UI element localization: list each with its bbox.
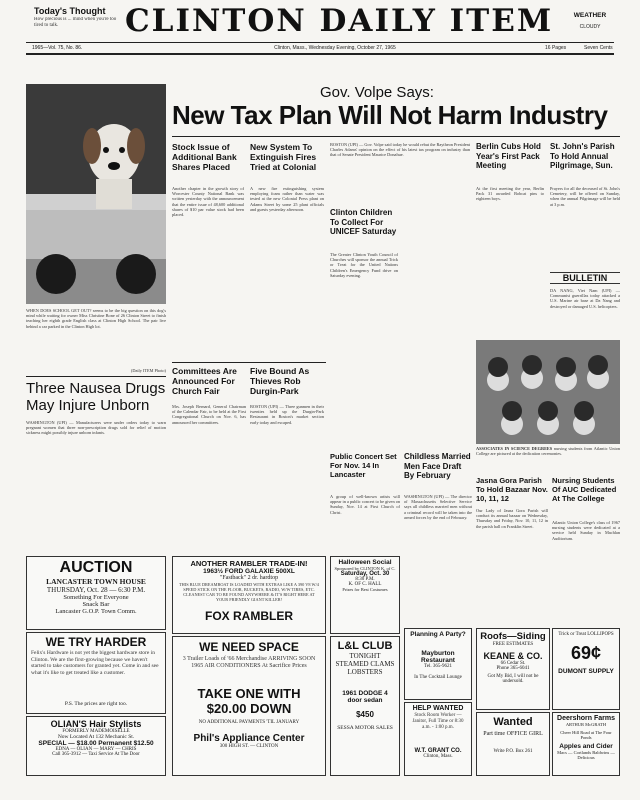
nausea-rule bbox=[26, 376, 166, 377]
auction-bar: Snack Bar bbox=[82, 601, 110, 608]
price: Seven Cents bbox=[584, 45, 613, 51]
nursing-body: Atlantic Union College's class of 1967 nursing students were dedicated at a service held Sunday in Machlan Auditorium. bbox=[552, 520, 620, 541]
felix-body: Felix's Hardware is not yet the biggest hardware store in Clinton. We are the first-growing because we haven't started to take customers for granted yet. Come in and see what it's like to get treated like a customer. bbox=[31, 650, 159, 676]
halloween-time: 8:30 P.M. bbox=[355, 577, 375, 582]
help-body: Stock Room Worker — Janitor, Full Time or 8:30 a.m. - 1:00 p.m. bbox=[412, 713, 464, 730]
auction-date: THURSDAY, Oct. 28 — 6:30 P.M. bbox=[46, 586, 146, 594]
office-girl-ad bbox=[476, 712, 550, 776]
masthead-rule-bottom bbox=[26, 53, 614, 55]
olian-phone: Call 365-3912 — Taxi Service At The Door bbox=[52, 752, 140, 757]
roofs-phone: Phone 365-6041 bbox=[496, 666, 530, 671]
space-offer: TAKE ONE WITH $20.00 DOWN bbox=[197, 686, 301, 716]
childless-headline: Childless Married Men Face Draft By February bbox=[404, 452, 471, 480]
ll-dealer: SESSA MOTOR SALES bbox=[337, 725, 393, 731]
dog-car-illustration bbox=[26, 84, 166, 304]
space-terms: NO ADDITIONAL PAYMENTS 'TIL JANUARY bbox=[198, 720, 300, 725]
rambler-title: ANOTHER RAMBLER TRADE-IN! bbox=[190, 559, 308, 568]
deershorn-items: Macs — Cortlands Baldwins — Delicious bbox=[557, 750, 615, 760]
auction-ad bbox=[26, 556, 166, 630]
stjohn-body: Prayers for all the deceased of St. John's Cemetery, will be offered on Sunday, when the annual Pilgrimage will be held at 3 p.m. bbox=[550, 186, 620, 207]
dog-car-photo bbox=[26, 84, 166, 304]
space-address: 300 HIGH ST. — CLINTON bbox=[219, 744, 279, 749]
associates-title: ASSOCIATES IN SCIENCE DEGREES bbox=[476, 446, 553, 451]
auction-sponsor: Lancaster G.O.P. Town Comm. bbox=[55, 608, 137, 615]
party-phone: Tel. 365-9621 bbox=[424, 664, 452, 669]
roofs-address: 66 Cedar St. bbox=[500, 661, 526, 666]
ll-title: L&L CLUB bbox=[337, 640, 393, 652]
rambler-ad bbox=[172, 556, 326, 634]
auction-place: LANCASTER TOWN HOUSE bbox=[46, 577, 146, 586]
bulletin-body: DA NANG, Viet Nam (UPI) — Communist guerrillas today attacked a U.S. Marine air base at Da Nang and destroyed or damaged U.S. helicopters. bbox=[550, 288, 620, 309]
help-city: Clinton, Mass. bbox=[423, 754, 453, 759]
nausea-headline: Three Nausea Drugs May Injure Unborn bbox=[26, 380, 166, 414]
associates-caption bbox=[476, 446, 620, 470]
page-count: 16 Pages bbox=[545, 45, 567, 51]
weather-label: WEATHER bbox=[573, 12, 607, 19]
dumont-ad bbox=[552, 628, 620, 710]
associates-body: nursing students from Atlantic Union College are pictured at the dedication ceremonies. bbox=[476, 446, 620, 457]
nursing-students-photo bbox=[476, 340, 620, 444]
lead-headline: New Tax Plan Will Not Harm Industry bbox=[172, 100, 608, 130]
help-wanted-ad bbox=[404, 702, 472, 776]
space-body: 3 Trailer Loads of '66 Merchandise ARRIVING SOON 1965 AIR CONDITIONERS At Sacrifice Prices bbox=[182, 656, 316, 669]
space-title: WE NEED SPACE bbox=[199, 640, 299, 654]
roofs-ad bbox=[476, 628, 550, 710]
ll-price: $450 bbox=[356, 710, 374, 719]
roofs-sign: Got My Bid, I will not be undersold. bbox=[487, 674, 539, 684]
olian-sub: FORMERLY MADEMOISELLE bbox=[62, 729, 130, 734]
fire-body: A new fire extinguishing system employing foam rather than water was tested at the new Colonial Press plant on Adams Street by some 25 plant officials and guests yesterday afternoon. bbox=[250, 186, 324, 212]
todays-thought-title: Today's Thought bbox=[34, 6, 106, 16]
roofs-estimates: FREE ESTIMATES bbox=[492, 642, 534, 647]
committee-rule bbox=[172, 362, 326, 363]
ll-club-ad bbox=[330, 636, 400, 776]
jasna-body: Our Lady of Jasna Gora Parish will conduct its annual bazaar on Wednesday, Thursday and Friday, Nov. 10, 11, 12 in the parish hall on Franklin Street. bbox=[476, 508, 548, 529]
committee-body: Mrs. Joseph Bernard, General Chairman of the Calendar Fair, to be held at the First Congregational Church on Nov. 6, has announced her committees. bbox=[172, 404, 246, 425]
masthead-rule-top bbox=[26, 42, 614, 43]
photo-caption: WHEN DOES SCHOOL GET OUT? seems to be the big question on this dog's mind while waiting for owner Miss Christine Bone of 26 Clinton Street to finish teaching her eighth grade English class at Clinton High School. The pair live behind a car parked in the Clinton High lot. bbox=[26, 308, 166, 329]
jasna-headline: Jasna Gora Parish To Hold Bazaar Nov. 10, 11, 12 bbox=[476, 476, 548, 503]
concert-headline: Public Concert Set For Nov. 14 In Lancaster bbox=[330, 452, 397, 479]
wanted-body: Part time OFFICE GIRL bbox=[483, 731, 543, 737]
ll-line2: STEAMED CLAMS bbox=[335, 660, 395, 668]
stjohn-headline: St. John's Parish To Hold Annual Pilgrimage, Sun. bbox=[550, 142, 615, 170]
stock-body: Another chapter in the growth story of Worcester County National Bank was written yesterday with the announcement that the entire issue of 48,600 additional shares of $10 par value stock had been placed. bbox=[172, 186, 244, 218]
help-title: HELP WANTED bbox=[412, 705, 464, 712]
rambler-desc: THIS BLUE DREAMBOAT IS LOADED WITH EXTRAS LIKE A 390 V8 W/4 SPEED STICK ON THE FLOOR, BUCKETS, RADIO, W/W TIRES, ETC. CLEANEST CAR TO BE FOUND ANYWHERE & IT'S RIGHT HERE AT YOUR FRIENDLY GIANT KILLER! bbox=[179, 582, 319, 602]
wanted-write: Write P.O. Box 261 bbox=[493, 749, 533, 754]
weather-value: CLOUDY bbox=[579, 24, 601, 30]
halloween-hall: K. OF C. HALL bbox=[348, 582, 382, 587]
nursing-headline: Nursing Students Of AUC Dedicated At The College bbox=[552, 476, 617, 503]
deershorn-line: Cheer Hill Road at The Four Ponds bbox=[560, 730, 612, 740]
bound-body: BOSTON (UPI) — Three gunmen in their twenties held up the Durgin-Park Restaurant in Boston's market section early today and escaped. bbox=[250, 404, 324, 425]
wanted-title: Wanted bbox=[493, 716, 533, 728]
nausea-body: WASHINGTON (UPI) — Manufacturers were under orders today to warn pregnant women that three non-prescription drugs sold for relief of motion sickness might possibly injure unborn infants. bbox=[26, 420, 166, 436]
auction-note: Something For Everyone bbox=[63, 594, 129, 601]
olian-special: SPECIAL — $18.00 Permanent $12.50 bbox=[38, 740, 154, 747]
party-venue: Mayburton Restaurant bbox=[421, 650, 455, 664]
party-title: Planning A Party? bbox=[410, 631, 466, 638]
phils-appliance-ad bbox=[172, 636, 326, 776]
ll-line1: TONIGHT bbox=[349, 652, 381, 660]
dateline: Clinton, Mass., Wednesday Evening, October 27, 1965 bbox=[274, 45, 396, 51]
party-extra: In The Cocktail Lounge bbox=[414, 675, 462, 680]
rambler-dealer: FOX RAMBLER bbox=[205, 609, 293, 623]
deershorn-title: Deershorn Farms bbox=[557, 715, 615, 722]
students-illustration bbox=[476, 340, 620, 444]
roofs-company: KEANE & CO. bbox=[483, 651, 543, 661]
fire-headline: New System To Extinguish Fires Tried at Colonial bbox=[250, 142, 317, 172]
deershorn-sub: ARTHUR McGRATH bbox=[565, 722, 607, 727]
lead-rule bbox=[172, 136, 620, 137]
childless-body: WASHINGTON (UPI) — The director of Massachusetts Selective Service says all childless married men without a criminal record will be taken into the armed forces by the end of February. bbox=[404, 494, 472, 520]
olian-title: OLIAN'S Hair Stylists bbox=[50, 719, 142, 729]
olian-staff: EDNA — OLIAN — MARY — CHRIS bbox=[55, 747, 137, 752]
bound-headline: Five Bound As Thieves Rob Durgin-Park bbox=[250, 366, 310, 396]
halloween-date: Saturday, Oct. 30 bbox=[340, 571, 390, 577]
deershorn-sell: Apples and Cider bbox=[559, 743, 613, 750]
olian-ad bbox=[26, 716, 166, 776]
committee-headline: Committees Are Announced For Church Fair bbox=[172, 366, 237, 396]
lead-body: BOSTON (UPI) — Gov. Volpe said today he would rebut the Raytheon President Charles Adams' opinion on the effect of his latest tax program on industry than that of Senate President Maurice Donahue. bbox=[330, 142, 470, 158]
dumont-price: 69¢ bbox=[570, 643, 602, 663]
todays-thought-text: How precious is ... mind when you're too tired to talk. bbox=[34, 17, 117, 28]
photo-credit: (Daily ITEM Photo) bbox=[130, 368, 166, 373]
auction-title: AUCTION bbox=[59, 559, 133, 576]
berlin-headline: Berlin Cubs Hold Year's First Pack Meeting bbox=[476, 142, 541, 170]
halloween-sponsor: Sponsored by CLINTON K. of C. bbox=[334, 566, 396, 571]
rambler-model: 1963½ FORD GALAXIE 500XL bbox=[203, 568, 295, 575]
stock-headline: Stock Issue of Additional Bank Shares Placed bbox=[172, 142, 237, 172]
dumont-title: Trick or Treat LOLLIPOPS bbox=[558, 632, 614, 637]
halloween-extra: Prizes for Best Costumes bbox=[342, 587, 388, 592]
felix-ps: P.S. The prices are right too. bbox=[64, 701, 128, 707]
felix-title: WE TRY HARDER bbox=[45, 635, 147, 649]
space-store: Phil's Appliance Center bbox=[193, 733, 305, 744]
felix-hardware-ad bbox=[26, 632, 166, 714]
roofs-title: Roofs—Siding bbox=[480, 631, 546, 642]
berlin-body: At the first meeting the year, Berlin Pack 31 awarded Bobcat pins to eighteen boys. bbox=[476, 186, 544, 202]
dumont-store: DUMONT SUPPLY bbox=[558, 668, 614, 675]
unicef-body: The Greater Clinton Youth Council of Churches will sponsor the annual Trick or Treat for the United Nations Children's Emergency Fund drive on Saturday evening. bbox=[330, 252, 398, 278]
masthead-title: CLINTON DAILY ITEM bbox=[125, 3, 554, 39]
bulletin-title: BULLETIN bbox=[550, 272, 620, 284]
party-ad bbox=[404, 628, 472, 700]
olian-address: Now Located At 132 Mechanic St. bbox=[57, 734, 135, 740]
rambler-sub: "Fastback" 2 dr. hardtop bbox=[219, 575, 279, 581]
ll-line3: LOBSTERS bbox=[347, 668, 383, 676]
ll-car: 1961 DODGE 4 door sedan bbox=[342, 690, 388, 704]
halloween-ad bbox=[330, 556, 400, 634]
unicef-headline: Clinton Children To Collect For UNICEF Saturday bbox=[330, 208, 397, 236]
deershorn-ad bbox=[552, 712, 620, 776]
volume-line: 1965—Vol. 75, No. 86. bbox=[32, 45, 83, 51]
concert-body: A group of well-known artists will appear in a public concert to be given on Sunday, Nov. 14 at First Church of Christ. bbox=[330, 494, 400, 515]
lead-kicker: Gov. Volpe Says: bbox=[320, 84, 434, 101]
lead-body-col2 bbox=[404, 186, 470, 456]
help-company: W.T. GRANT CO. bbox=[414, 748, 462, 754]
halloween-title: Halloween Social bbox=[338, 559, 392, 566]
